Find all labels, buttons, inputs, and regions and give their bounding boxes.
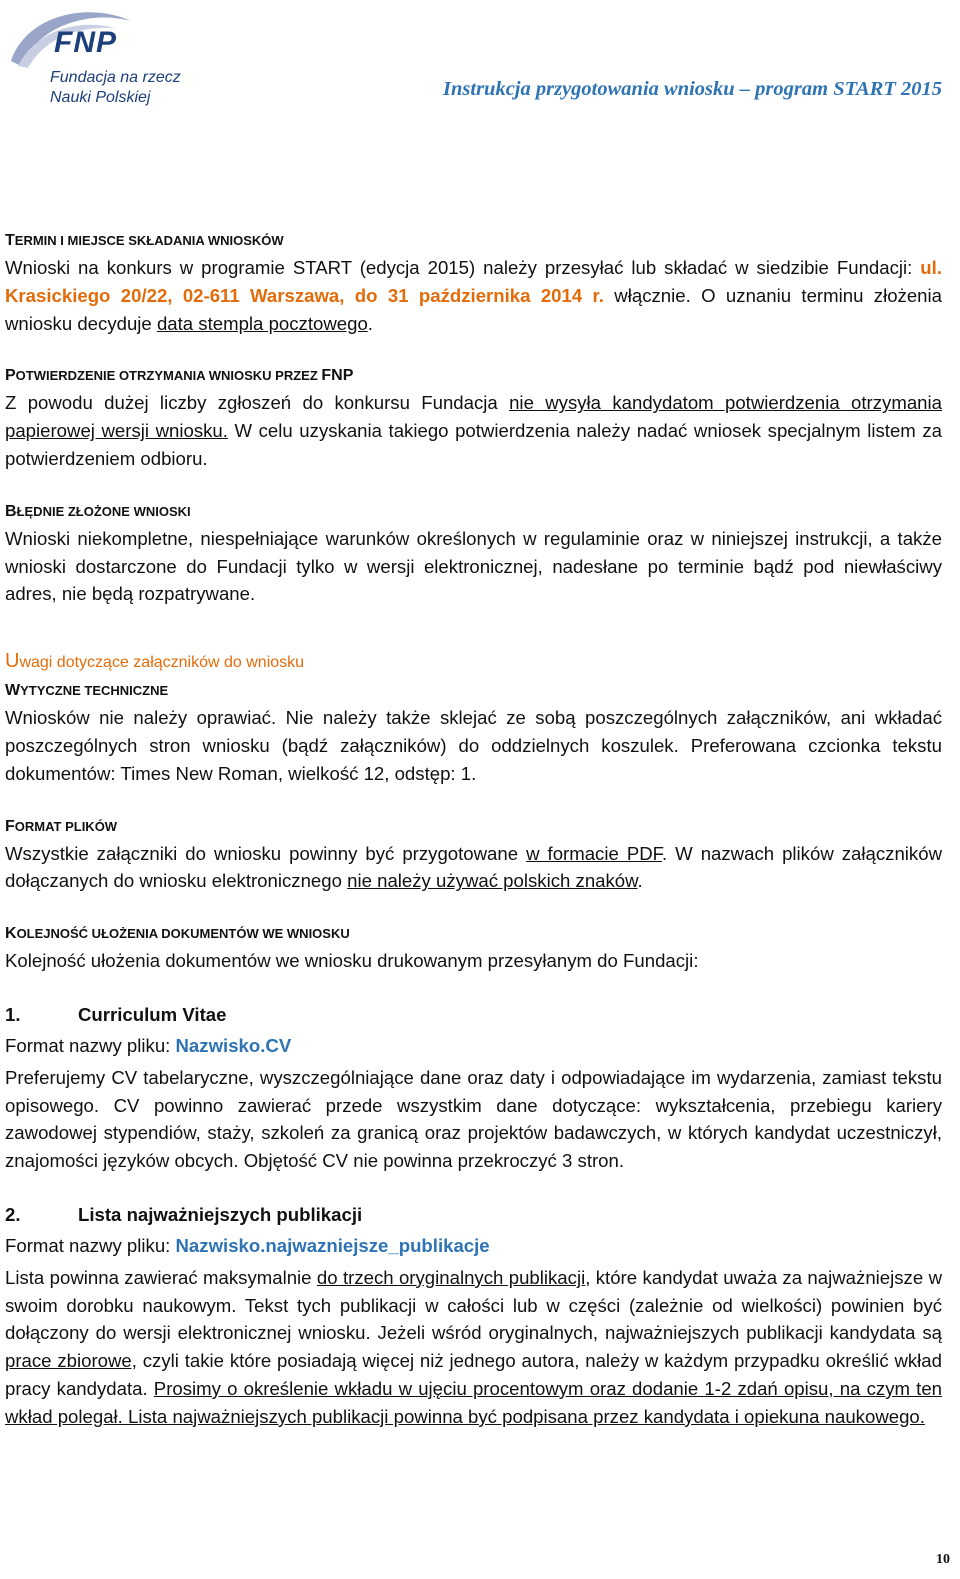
page-number: 10 bbox=[936, 1552, 950, 1567]
item-heading-publikacje: 2. Lista najważniejszych publikacji bbox=[5, 1203, 363, 1225]
section-text-termin: Wnioski na konkurs w programie START (edycja 2015) należy przesyłać lub składać w siedzibie Fundacji: ul. Krasickiego 20/22, 02-611 Warszawa, do 31 października 2014 r. włącznie. O uznaniu terminu złożenia wniosku decyduje data stempla pocztowego. bbox=[5, 257, 942, 334]
section-heading-termin: TERMIN I MIEJSCE SKŁADANIA WNIOSKÓW bbox=[5, 232, 284, 249]
logo-fnp-text: FNP bbox=[54, 26, 117, 59]
subsection-heading-format: FORMAT PLIKÓW bbox=[5, 817, 118, 835]
item-text-cv: Preferujemy CV tabelaryczne, wyszczególniające dane oraz daty i odpowiadające im wydarzenia, zamiast tekstu opisowego. CV powinno zawierać przede wszystkim dane dotyczące: wykształcenia, przebiegu kariery zawodowej stypendiów, staży, szkoleń za granicą oraz projektów badawczych, w których kandydat uczestniczył, znajomości języków obcych. Objętość CV nie powinna przekroczyć 3 stron. bbox=[5, 1066, 942, 1172]
item-format-publikacje: Format nazwy pliku: Nazwisko.najwazniejsze_publikacje bbox=[5, 1234, 490, 1256]
subsection-heading-kolejnosc: KOLEJNOŚĆ UŁOŻENIA DOKUMENTÓW WE WNIOSKU bbox=[5, 925, 350, 943]
section-text-kolejnosc: Kolejność ułożenia dokumentów we wniosku drukowanym przesyłanym do Fundacji: bbox=[5, 950, 699, 972]
document-body bbox=[5, 228, 942, 1431]
section-heading-uwagi: Uwagi dotyczące załączników do wniosku bbox=[5, 650, 305, 673]
logo-subtitle-line1: Fundacja na rzecz bbox=[50, 69, 181, 86]
section-heading-potwierdzenie: POTWIERDZENIE OTRZYMANIA WNIOSKU PRZEZ FNP bbox=[5, 367, 354, 385]
document-header-title: Instrukcja przygotowania wniosku – program START 2015 bbox=[443, 78, 942, 100]
item-format-cv: Format nazwy pliku: Nazwisko.CV bbox=[5, 1034, 292, 1056]
section-text-potwierdzenie: Z powodu dużej liczby zgłoszeń do konkursu Fundacja nie wysyła kandydatom potwierdzenia otrzymania papierowej wersji wniosku. W celu uzyskania takiego potwierdzenia należy nadać wniosek specjalnym listem za potwierdzeniem odbioru. bbox=[5, 392, 943, 469]
subsection-heading-wytyczne: WYTYCZNE TECHNICZNE bbox=[5, 682, 169, 700]
section-text-wytyczne: Wniosków nie należy oprawiać. Nie należy także sklejać ze sobą poszczególnych załączników, ani wkładać poszczególnych stron wniosku (bądź załączników) do oddzielnych koszulek. Preferowana czcionka tekstu dokumentów: Times New Roman, wielkość 12, odstęp: 1. bbox=[5, 707, 942, 784]
fnp-logo bbox=[6, 6, 201, 111]
section-text-format: Wszystkie załączniki do wniosku powinny być przygotowane w formacie PDF. W nazwach plików załączników dołączanych do wniosku elektronicznego nie należy używać polskich znaków. bbox=[5, 842, 942, 892]
section-text-bledne: Wnioski niekompletne, niespełniające warunków określonych w regulaminie oraz w niniejszej instrukcji, a także wnioski dostarczone do Fundacji tylko w wersji elektronicznej, nadesłane po terminie bądź pod niewłaściwy adres, nie będą rozpatrywane. bbox=[5, 527, 942, 605]
item-text-publikacje: Lista powinna zawierać maksymalnie do trzech oryginalnych publikacji, które kandydat uważa za najważniejsze w swoim dorobku naukowym. Tekst tych publikacji w całości lub w części (zależnie od wielkości) powinien być dołączony do wersji elektronicznej wniosku. Jeżeli wśród oryginalnych, najważniejszych publikacji kandydata są prace zbiorowe, czyli takie które posiadają więcej niż jednego autora, należy w każdym przypadku określić wkład pracy kandydata. Prosimy o określenie wkładu w ujęciu procentowym oraz dodanie 1-2 zdań opisu, na czym ten wkład polegał. Lista najważniejszych publikacji powinna być podpisana przez kandydata i opiekuna naukowego. bbox=[5, 1266, 942, 1427]
item-heading-cv: 1. Curriculum Vitae bbox=[5, 1003, 227, 1025]
section-heading-bledne: BŁĘDNIE ZŁOŻONE WNIOSKI bbox=[5, 502, 191, 520]
logo-subtitle-line2: Nauki Polskiej bbox=[50, 89, 151, 106]
logo-subtitle bbox=[50, 68, 181, 108]
